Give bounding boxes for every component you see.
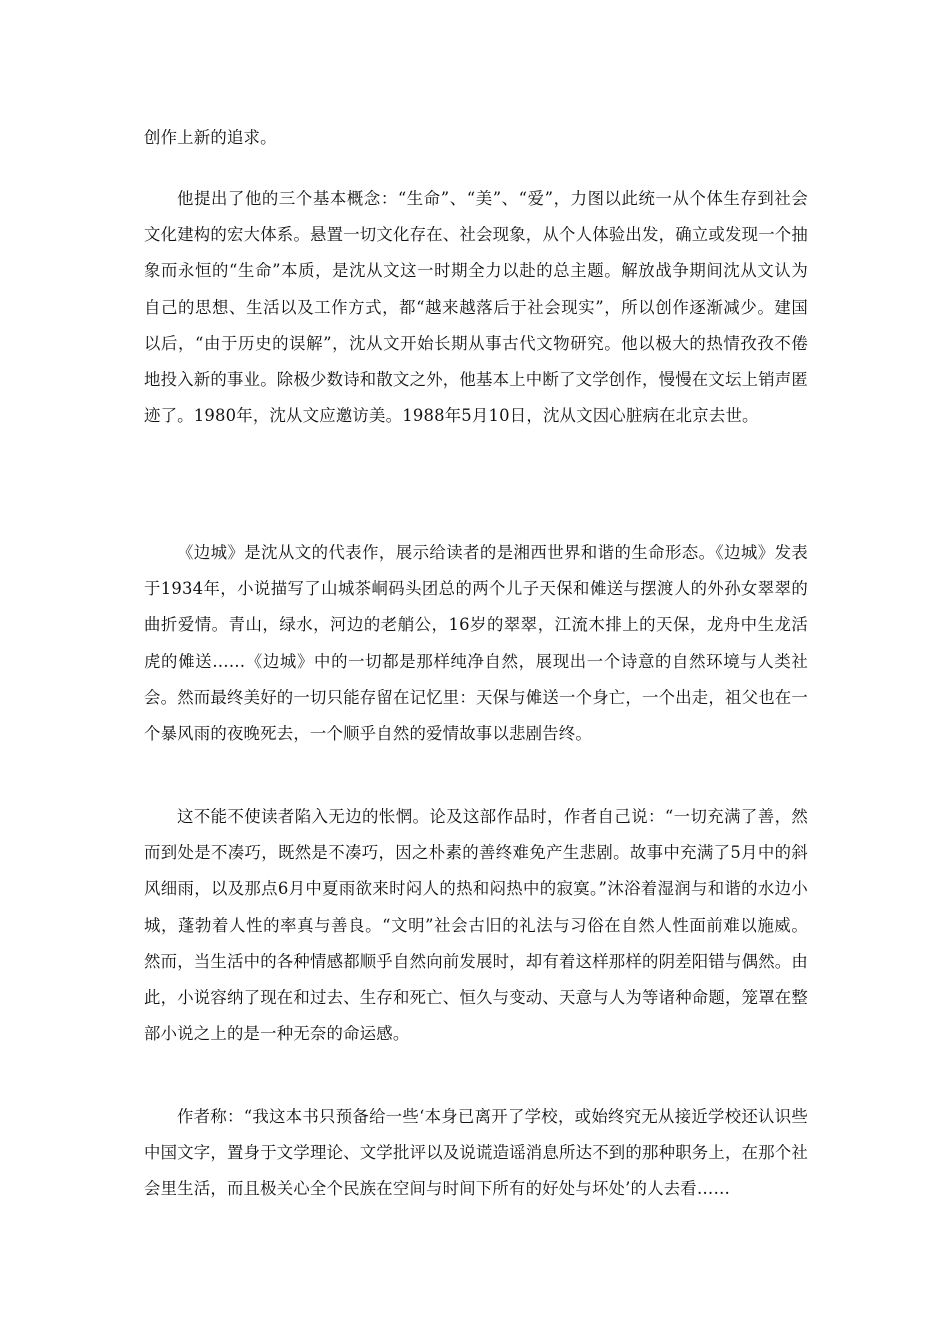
paragraph-three-concepts: 他提出了他的三个基本概念：“生命”、“美”、“爱”，力图以此统一从个体生存到社会文化建构的宏大体系。悬置一切文化存在、社会现象，从个人体验出发，确立或发现一个抽象而永恒的“生命”本质，是沈从文这一时期全力以赴的总主题。解放战争期间沈从文认为自己的思想、生活以及工作方式，都“越来越落后于社会现实”，所以创作逐渐减少。建国以后，“由于历史的误解”，沈从文开始长期从事古代文物研究。他以极大的热情孜孜不倦地投入新的事业。除极少数诗和散文之外，他基本上中断了文学创作，慢慢在文坛上销声匿迹了。1980年，沈从文应邀访美。1988年5月10日，沈从文因心脏病在北京去世。: [144, 189, 808, 426]
paragraph-biancheng-intro: 《边城》是沈从文的代表作，展示给读者的是湘西世界和谐的生命形态。《边城》发表于1934年，小说描写了山城茶峒码头团总的两个儿子天保和傩送与摆渡人的外孙女翠翠的曲折爱情。青山，绿水，河边的老艄公，16岁的翠翠，江流木排上的天保，龙舟中生龙活虎的傩送……《边城》中的一切都是那样纯净自然，展现出一个诗意的自然环境与人类社会。然而最终美好的一切只能存留在记忆里：天保与傩送一个身亡，一个出走，祖父也在一个暴风雨的夜晚死去，一个顺乎自然的爱情故事以悲剧告终。: [144, 543, 808, 744]
paragraph-continuation: 创作上新的追求。: [144, 128, 277, 147]
paragraph-author-quote: 作者称：“我这本书只预备给一些‘本身已离开了学校，或始终究无从接近学校还认识些中国文字，置身于文学理论、文学批评以及说谎造谣消息所达不到的那种职务上，在那个社会里生活，而且极关心全个民族在空间与时间下所有的好处与坏处’的人去看……: [144, 1107, 808, 1199]
paragraph-reader-feeling: 这不能不使读者陷入无边的怅惘。论及这部作品时，作者自己说：“一切充满了善，然而到处是不凑巧，既然是不凑巧，因之朴素的善终难免产生悲剧。故事中充满了5月中的斜风细雨，以及那点6月中夏雨欲来时闷人的热和闷热中的寂寞。”沐浴着湿润与和谐的水边小城，蓬勃着人性的率真与善良。“文明”社会古旧的礼法与习俗在自然人性面前难以施威。然而，当生活中的各种情感都顺乎自然向前发展时，却有着这样那样的阴差阳错与偶然。由此，小说容纳了现在和过去、生存和死亡、恒久与变动、天意与人为等诸种命题，笼罩在整部小说之上的是一种无奈的命运感。: [144, 807, 808, 1044]
